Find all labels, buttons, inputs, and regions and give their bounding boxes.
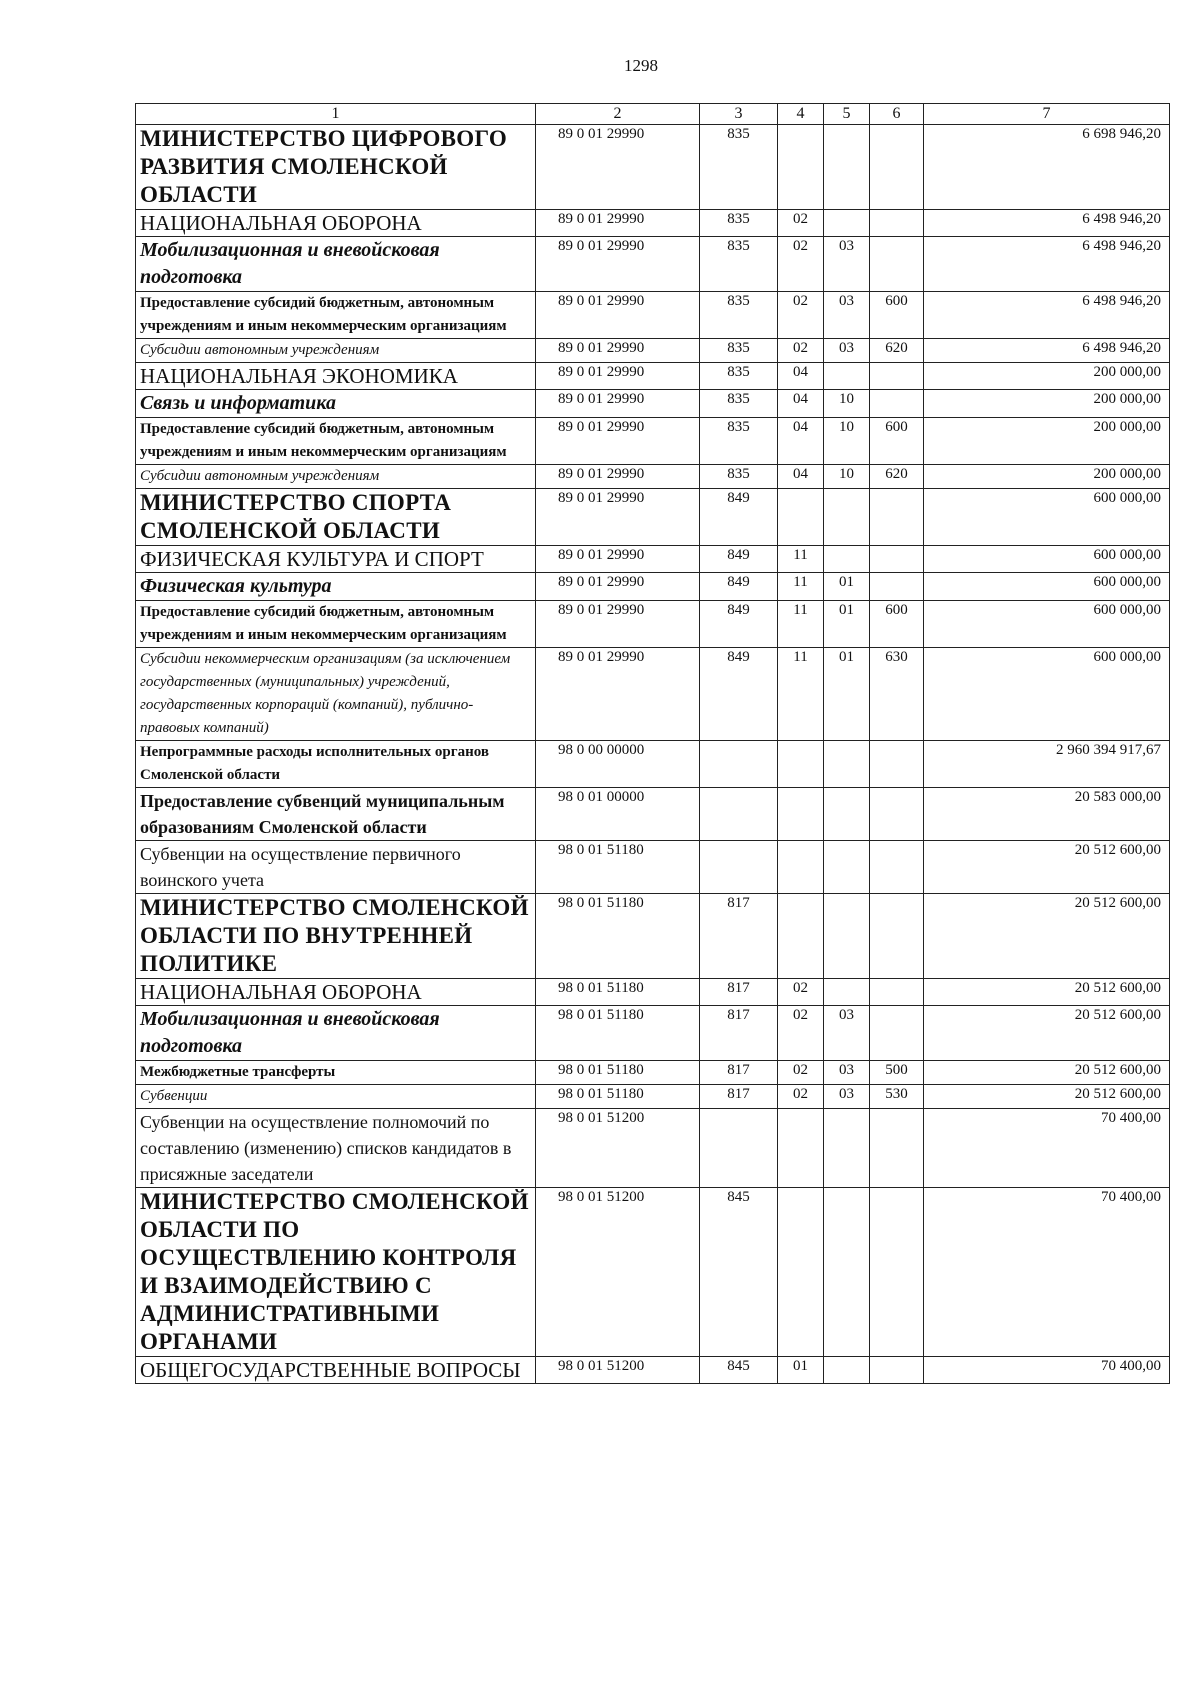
target-article-code-cell: 89 0 01 29990 [536,363,700,390]
item-name-cell: МИНИСТЕРСТВО ЦИФРОВОГО РАЗВИТИЯ СМОЛЕНСКОЙ ОБЛАСТИ [136,125,536,210]
section-code-cell: 01 [778,1357,824,1384]
admin-code-cell: 849 [700,601,778,648]
amount-cell: 20 512 600,00 [924,1061,1170,1085]
section-code-cell [778,841,824,894]
item-name-cell: Предоставление субвенций муниципальным образованиям Смоленской области [136,788,536,841]
target-article-code-cell: 98 0 01 51200 [536,1109,700,1188]
table-row [136,1188,1170,1357]
target-article-code-cell: 89 0 01 29990 [536,339,700,363]
target-article-code-cell: 89 0 01 29990 [536,418,700,465]
section-code-cell [778,1188,824,1357]
expense-type-code-cell [870,210,924,237]
subsection-code-cell [824,1357,870,1384]
amount-cell: 2 960 394 917,67 [924,741,1170,788]
section-code-cell: 11 [778,573,824,601]
subsection-code-cell [824,125,870,210]
expense-type-code-cell [870,546,924,573]
table-row [136,125,1170,210]
table-row [136,1061,1170,1085]
admin-code-cell [700,741,778,788]
table-row [136,841,1170,894]
amount-cell: 600 000,00 [924,648,1170,741]
table-row [136,979,1170,1006]
amount-cell: 600 000,00 [924,601,1170,648]
expense-type-code-cell [870,1188,924,1357]
expense-type-code-cell: 500 [870,1061,924,1085]
table-row [136,210,1170,237]
subsection-code-cell: 01 [824,648,870,741]
subsection-code-cell [824,894,870,979]
amount-cell: 6 498 946,20 [924,339,1170,363]
subsection-code-cell: 10 [824,418,870,465]
table-row [136,489,1170,546]
amount-cell: 70 400,00 [924,1109,1170,1188]
table-row [136,1006,1170,1061]
amount-cell: 600 000,00 [924,489,1170,546]
expense-type-code-cell [870,979,924,1006]
expense-type-code-cell [870,1357,924,1384]
subsection-code-cell: 01 [824,601,870,648]
table-row [136,292,1170,339]
target-article-code-cell: 89 0 01 29990 [536,546,700,573]
admin-code-cell: 835 [700,390,778,418]
header-cell: 6 [870,104,924,125]
expense-type-code-cell: 600 [870,292,924,339]
amount-cell: 6 698 946,20 [924,125,1170,210]
subsection-code-cell: 10 [824,390,870,418]
table-row [136,363,1170,390]
admin-code-cell: 817 [700,1085,778,1109]
target-article-code-cell: 98 0 01 51180 [536,1061,700,1085]
header-cell: 7 [924,104,1170,125]
budget-table [135,103,1170,1384]
item-name-cell: Предоставление субсидий бюджетным, автономным учреждениям и иным некоммерческим организациям [136,601,536,648]
target-article-code-cell: 98 0 01 51200 [536,1188,700,1357]
table-body [136,104,1170,1384]
admin-code-cell: 835 [700,418,778,465]
subsection-code-cell: 03 [824,237,870,292]
amount-cell: 200 000,00 [924,390,1170,418]
section-code-cell [778,741,824,788]
subsection-code-cell [824,741,870,788]
admin-code-cell [700,1109,778,1188]
item-name-cell: Межбюджетные трансферты [136,1061,536,1085]
header-cell: 3 [700,104,778,125]
expense-type-code-cell [870,489,924,546]
expense-type-code-cell [870,741,924,788]
target-article-code-cell: 98 0 01 51180 [536,1085,700,1109]
target-article-code-cell: 89 0 01 29990 [536,390,700,418]
expense-type-code-cell [870,237,924,292]
subsection-code-cell: 03 [824,292,870,339]
expense-type-code-cell [870,573,924,601]
admin-code-cell: 845 [700,1188,778,1357]
item-name-cell: НАЦИОНАЛЬНАЯ ЭКОНОМИКА [136,363,536,390]
expense-type-code-cell [870,894,924,979]
table-row [136,465,1170,489]
expense-type-code-cell: 530 [870,1085,924,1109]
header-cell: 4 [778,104,824,125]
target-article-code-cell: 89 0 01 29990 [536,210,700,237]
target-article-code-cell: 98 0 01 51180 [536,894,700,979]
amount-cell: 200 000,00 [924,465,1170,489]
expense-type-code-cell: 600 [870,601,924,648]
admin-code-cell [700,788,778,841]
item-name-cell: Предоставление субсидий бюджетным, автономным учреждениям и иным некоммерческим организациям [136,292,536,339]
table-row [136,1109,1170,1188]
section-code-cell: 02 [778,979,824,1006]
target-article-code-cell: 98 0 01 51180 [536,1006,700,1061]
target-article-code-cell: 89 0 01 29990 [536,648,700,741]
table-row [136,894,1170,979]
admin-code-cell: 817 [700,1061,778,1085]
amount-cell: 20 512 600,00 [924,841,1170,894]
target-article-code-cell: 98 0 01 51180 [536,841,700,894]
amount-cell: 20 512 600,00 [924,1085,1170,1109]
item-name-cell: ОБЩЕГОСУДАРСТВЕННЫЕ ВОПРОСЫ [136,1357,536,1384]
table-row [136,1357,1170,1384]
section-code-cell: 02 [778,1085,824,1109]
item-name-cell: МИНИСТЕРСТВО СПОРТА СМОЛЕНСКОЙ ОБЛАСТИ [136,489,536,546]
table-row [136,601,1170,648]
admin-code-cell: 835 [700,363,778,390]
header-row [136,104,1170,125]
header-cell: 1 [136,104,536,125]
target-article-code-cell: 98 0 00 00000 [536,741,700,788]
amount-cell: 20 512 600,00 [924,1006,1170,1061]
item-name-cell: Субсидии автономным учреждениям [136,339,536,363]
subsection-code-cell [824,1109,870,1188]
section-code-cell: 02 [778,210,824,237]
admin-code-cell: 835 [700,339,778,363]
amount-cell: 600 000,00 [924,573,1170,601]
expense-type-code-cell: 600 [870,418,924,465]
subsection-code-cell [824,841,870,894]
amount-cell: 600 000,00 [924,546,1170,573]
amount-cell: 20 583 000,00 [924,788,1170,841]
admin-code-cell: 835 [700,125,778,210]
table-row [136,237,1170,292]
section-code-cell: 11 [778,546,824,573]
target-article-code-cell: 89 0 01 29990 [536,292,700,339]
table-row [136,390,1170,418]
amount-cell: 70 400,00 [924,1188,1170,1357]
section-code-cell: 04 [778,390,824,418]
target-article-code-cell: 89 0 01 29990 [536,573,700,601]
item-name-cell: Физическая культура [136,573,536,601]
target-article-code-cell: 98 0 01 51200 [536,1357,700,1384]
amount-cell: 20 512 600,00 [924,894,1170,979]
item-name-cell: НАЦИОНАЛЬНАЯ ОБОРОНА [136,210,536,237]
item-name-cell: НАЦИОНАЛЬНАЯ ОБОРОНА [136,979,536,1006]
amount-cell: 6 498 946,20 [924,237,1170,292]
admin-code-cell: 817 [700,979,778,1006]
section-code-cell: 11 [778,601,824,648]
section-code-cell [778,788,824,841]
item-name-cell: МИНИСТЕРСТВО СМОЛЕНСКОЙ ОБЛАСТИ ПО ВНУТРЕННЕЙ ПОЛИТИКЕ [136,894,536,979]
header-cell: 5 [824,104,870,125]
section-code-cell: 02 [778,292,824,339]
subsection-code-cell: 03 [824,1061,870,1085]
admin-code-cell: 835 [700,237,778,292]
target-article-code-cell: 89 0 01 29990 [536,125,700,210]
admin-code-cell: 845 [700,1357,778,1384]
expense-type-code-cell [870,1006,924,1061]
item-name-cell: Непрограммные расходы исполнительных органов Смоленской области [136,741,536,788]
section-code-cell: 02 [778,1006,824,1061]
section-code-cell [778,489,824,546]
admin-code-cell: 817 [700,894,778,979]
section-code-cell: 02 [778,237,824,292]
amount-cell: 200 000,00 [924,418,1170,465]
admin-code-cell: 835 [700,292,778,339]
section-code-cell: 11 [778,648,824,741]
section-code-cell: 04 [778,363,824,390]
subsection-code-cell: 03 [824,1006,870,1061]
expense-type-code-cell: 620 [870,339,924,363]
admin-code-cell: 849 [700,648,778,741]
target-article-code-cell: 98 0 01 00000 [536,788,700,841]
item-name-cell: Мобилизационная и вневойсковая подготовка [136,237,536,292]
item-name-cell: Субвенции на осуществление первичного воинского учета [136,841,536,894]
expense-type-code-cell: 630 [870,648,924,741]
table-row [136,339,1170,363]
item-name-cell: ФИЗИЧЕСКАЯ КУЛЬТУРА И СПОРТ [136,546,536,573]
table-row [136,741,1170,788]
table-row [136,648,1170,741]
amount-cell: 20 512 600,00 [924,979,1170,1006]
amount-cell: 200 000,00 [924,363,1170,390]
target-article-code-cell: 98 0 01 51180 [536,979,700,1006]
header-cell: 2 [536,104,700,125]
table-row [136,418,1170,465]
table-row [136,573,1170,601]
target-article-code-cell: 89 0 01 29990 [536,237,700,292]
expense-type-code-cell [870,841,924,894]
admin-code-cell: 849 [700,573,778,601]
table-row [136,788,1170,841]
expense-type-code-cell [870,125,924,210]
admin-code-cell: 835 [700,465,778,489]
admin-code-cell: 817 [700,1006,778,1061]
subsection-code-cell [824,788,870,841]
subsection-code-cell [824,489,870,546]
expense-type-code-cell [870,363,924,390]
admin-code-cell: 849 [700,489,778,546]
target-article-code-cell: 89 0 01 29990 [536,601,700,648]
section-code-cell: 04 [778,465,824,489]
admin-code-cell [700,841,778,894]
section-code-cell [778,894,824,979]
section-code-cell [778,125,824,210]
page-number: 1298 [624,56,658,75]
expense-type-code-cell [870,1109,924,1188]
item-name-cell: Связь и информатика [136,390,536,418]
section-code-cell: 02 [778,1061,824,1085]
item-name-cell: МИНИСТЕРСТВО СМОЛЕНСКОЙ ОБЛАСТИ ПО ОСУЩЕСТВЛЕНИЮ КОНТРОЛЯ И ВЗАИМОДЕЙСТВИЮ С АДМИНИСТРАТИВНЫМИ ОРГАНАМИ [136,1188,536,1357]
table-row [136,1085,1170,1109]
subsection-code-cell [824,1188,870,1357]
item-name-cell: Субвенции [136,1085,536,1109]
section-code-cell [778,1109,824,1188]
item-name-cell: Мобилизационная и вневойсковая подготовка [136,1006,536,1061]
expense-type-code-cell: 620 [870,465,924,489]
amount-cell: 6 498 946,20 [924,210,1170,237]
subsection-code-cell: 01 [824,573,870,601]
target-article-code-cell: 89 0 01 29990 [536,465,700,489]
table-row [136,546,1170,573]
expense-type-code-cell [870,788,924,841]
subsection-code-cell: 03 [824,339,870,363]
subsection-code-cell [824,546,870,573]
admin-code-cell: 849 [700,546,778,573]
item-name-cell: Предоставление субсидий бюджетным, автономным учреждениям и иным некоммерческим организациям [136,418,536,465]
subsection-code-cell: 03 [824,1085,870,1109]
subsection-code-cell [824,979,870,1006]
subsection-code-cell [824,210,870,237]
item-name-cell: Субвенции на осуществление полномочий по составлению (изменению) списков кандидатов в присяжные заседатели [136,1109,536,1188]
admin-code-cell: 835 [700,210,778,237]
target-article-code-cell: 89 0 01 29990 [536,489,700,546]
amount-cell: 6 498 946,20 [924,292,1170,339]
expense-type-code-cell [870,390,924,418]
amount-cell: 70 400,00 [924,1357,1170,1384]
item-name-cell: Субсидии автономным учреждениям [136,465,536,489]
section-code-cell: 04 [778,418,824,465]
section-code-cell: 02 [778,339,824,363]
item-name-cell: Субсидии некоммерческим организациям (за исключением государственных (муниципальных) учреждений, государственных корпораций (компаний), публично-правовых компаний) [136,648,536,741]
subsection-code-cell [824,363,870,390]
subsection-code-cell: 10 [824,465,870,489]
